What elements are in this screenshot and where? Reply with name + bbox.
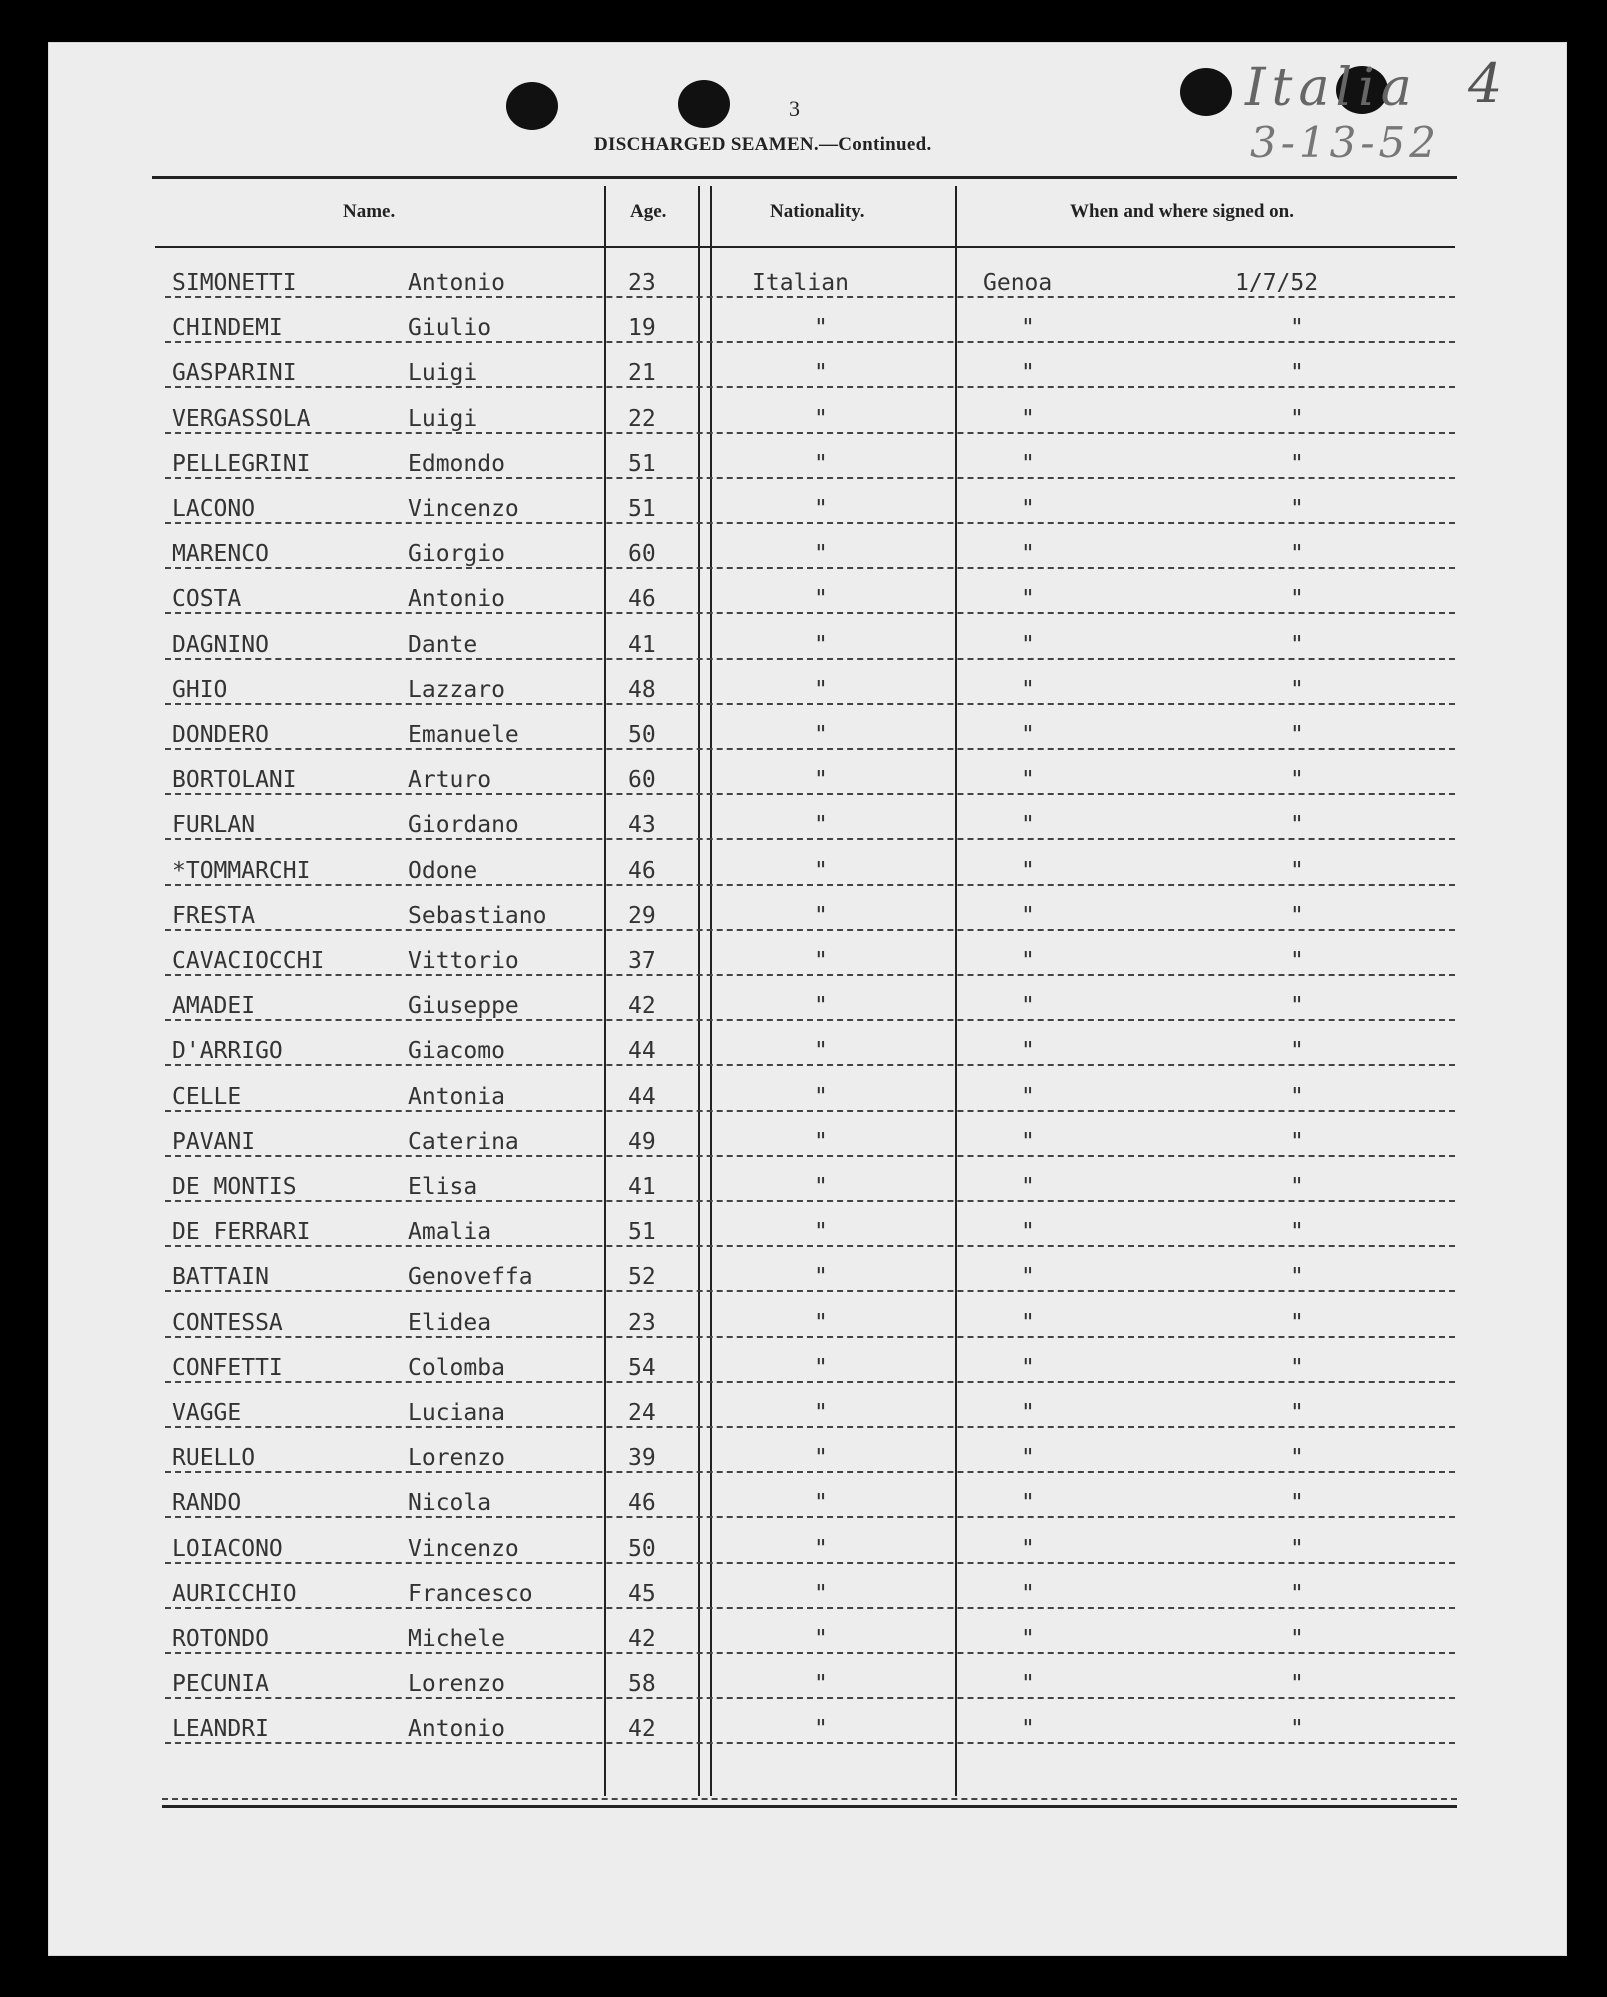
date-cell: " [1290,948,1304,974]
nationality-cell: " [814,1445,828,1472]
port-cell: " [1021,1445,1035,1472]
given-name-cell: Colomba [408,1354,505,1381]
age-cell: 39 [628,1445,656,1472]
date-cell: " [1290,586,1304,613]
age-cell: 42 [628,1626,656,1652]
surname-cell: PAVANI [172,1128,256,1155]
table-row [0,985,1607,1025]
row-dotted-rule [165,1290,1455,1292]
date-cell: " [1290,1400,1304,1426]
surname-cell: CELLE [172,1083,242,1110]
port-cell: " [1021,767,1035,794]
row-dotted-rule [165,1607,1455,1609]
row-dotted-rule [165,1562,1455,1564]
date-cell: " [1290,405,1304,432]
surname-cell: RANDO [172,1490,242,1517]
date-cell: " [1290,496,1304,522]
table-row [0,850,1607,890]
port-cell: " [1021,631,1035,658]
given-name-cell: Antonio [408,586,505,613]
given-name-cell: Luciana [408,1400,505,1426]
row-dotted-rule [165,1652,1455,1654]
date-cell: " [1290,1490,1304,1517]
nationality-cell: " [814,812,828,839]
age-cell: 49 [628,1128,656,1155]
row-dotted-rule [165,974,1455,976]
nationality-cell: " [814,1083,828,1110]
date-cell: " [1290,857,1304,884]
port-cell: " [1021,1174,1035,1200]
port-cell: " [1021,676,1035,703]
nationality-cell: " [814,1400,828,1426]
surname-cell: FRESTA [172,902,256,929]
row-dotted-rule [165,838,1455,840]
given-name-cell: Odone [408,857,478,884]
age-cell: 23 [628,270,656,296]
table-row [0,1347,1607,1387]
nationality-cell: " [814,631,828,658]
given-name-cell: Elisa [408,1174,478,1200]
port-cell: Genoa [983,270,1053,296]
date-cell: " [1290,450,1304,477]
age-cell: 48 [628,676,656,703]
age-cell: 37 [628,948,656,974]
given-name-cell: Luigi [408,405,478,432]
table-row [0,1076,1607,1116]
surname-cell: VAGGE [172,1400,242,1426]
port-cell: " [1021,1400,1035,1426]
nationality-cell: " [814,1580,828,1607]
surname-cell: LACONO [172,496,256,522]
given-name-cell: Francesco [408,1580,533,1607]
given-name-cell: Antonia [408,1083,505,1110]
surname-cell: PECUNIA [172,1671,269,1698]
row-dotted-rule [165,612,1455,614]
age-cell: 45 [628,1580,656,1607]
given-name-cell: Michele [408,1626,505,1652]
row-dotted-rule [165,477,1455,479]
table-row [0,1302,1607,1342]
surname-cell: *TOMMARCHI [172,857,311,884]
table-row [0,669,1607,709]
table-row [0,533,1607,573]
given-name-cell: Giordano [408,812,519,839]
table-row [0,1708,1607,1748]
row-dotted-rule [165,884,1455,886]
row-dotted-rule [165,1200,1455,1202]
row-dotted-rule [165,522,1455,524]
age-cell: 60 [628,541,656,568]
given-name-cell: Luigi [408,360,478,387]
date-cell: " [1290,676,1304,703]
date-cell: " [1290,1535,1304,1562]
given-name-cell: Emanuele [408,722,519,748]
table-row [0,1618,1607,1658]
given-name-cell: Lorenzo [408,1445,505,1472]
age-cell: 44 [628,1083,656,1110]
table-bottom-rule [162,1805,1457,1808]
date-cell: " [1290,631,1304,658]
given-name-cell: Dante [408,631,478,658]
age-cell: 19 [628,315,656,342]
port-cell: " [1021,315,1035,342]
date-cell: " [1290,1716,1304,1743]
port-cell: " [1021,496,1035,522]
surname-cell: LOIACONO [172,1535,283,1562]
table-row [0,1166,1607,1206]
table-row [0,1392,1607,1432]
age-cell: 43 [628,812,656,839]
date-cell: " [1290,1580,1304,1607]
surname-cell: AMADEI [172,993,256,1020]
port-cell: " [1021,1626,1035,1652]
nationality-cell: " [814,450,828,477]
column-header-name: Name. [343,201,396,222]
table-row [0,1256,1607,1296]
nationality-cell: " [814,1716,828,1743]
table-row [0,352,1607,392]
surname-cell: CONFETTI [172,1354,283,1381]
punch-hole [678,80,730,128]
row-dotted-rule [165,793,1455,795]
row-dotted-rule [165,703,1455,705]
table-row [0,1437,1607,1477]
port-cell: " [1021,722,1035,748]
table-row [0,1528,1607,1568]
date-cell: " [1290,722,1304,748]
date-cell: " [1290,993,1304,1020]
date-cell: " [1290,1219,1304,1246]
age-cell: 50 [628,722,656,748]
table-row [0,759,1607,799]
row-dotted-rule [165,1516,1455,1518]
row-dotted-rule [165,341,1455,343]
row-dotted-rule [165,1064,1455,1066]
nationality-cell: " [814,360,828,387]
handwritten-date: 3-13-52 [1250,118,1440,167]
table-row [0,398,1607,438]
header-bottom-rule [155,246,1455,248]
port-cell: " [1021,405,1035,432]
given-name-cell: Antonio [408,270,505,296]
nationality-cell: " [814,1535,828,1562]
age-cell: 44 [628,1038,656,1065]
port-cell: " [1021,1671,1035,1698]
nationality-cell: " [814,676,828,703]
nationality-cell: " [814,948,828,974]
nationality-cell: " [814,541,828,568]
table-row [0,1211,1607,1251]
surname-cell: CHINDEMI [172,315,283,342]
port-cell: " [1021,1535,1035,1562]
table-bottom-dashed-rule [162,1798,1457,1800]
page-title: DISCHARGED SEAMEN.—Continued. [594,134,932,155]
age-cell: 42 [628,1716,656,1743]
surname-cell: GHIO [172,676,228,703]
given-name-cell: Amalia [408,1219,492,1246]
age-cell: 52 [628,1264,656,1291]
given-name-cell: Vincenzo [408,1535,519,1562]
row-dotted-rule [165,1019,1455,1021]
nationality-cell: " [814,993,828,1020]
given-name-cell: Caterina [408,1128,519,1155]
column-header-age: Age. [630,201,667,222]
port-cell: " [1021,993,1035,1020]
row-dotted-rule [165,1471,1455,1473]
table-row [0,307,1607,347]
surname-cell: PELLEGRINI [172,450,311,477]
table-row [0,1573,1607,1613]
port-cell: " [1021,1128,1035,1155]
age-cell: 51 [628,450,656,477]
row-dotted-rule [165,1381,1455,1383]
date-cell: " [1290,1445,1304,1472]
date-cell: " [1290,1354,1304,1381]
surname-cell: DE FERRARI [172,1219,311,1246]
date-cell: " [1290,767,1304,794]
date-cell: " [1290,1083,1304,1110]
table-row [0,578,1607,618]
row-dotted-rule [165,658,1455,660]
given-name-cell: Arturo [408,767,492,794]
date-cell: " [1290,1309,1304,1336]
port-cell: " [1021,360,1035,387]
surname-cell: AURICCHIO [172,1580,297,1607]
column-header-nationality: Nationality. [770,201,865,222]
nationality-cell: " [814,1309,828,1336]
surname-cell: BORTOLANI [172,767,297,794]
date-cell: " [1290,1671,1304,1698]
surname-cell: RUELLO [172,1445,256,1472]
nationality-cell: " [814,1671,828,1698]
port-cell: " [1021,586,1035,613]
nationality-cell: " [814,1128,828,1155]
handwritten-number: 4 [1468,52,1503,115]
port-cell: " [1021,1716,1035,1743]
date-cell: " [1290,1038,1304,1065]
age-cell: 54 [628,1354,656,1381]
row-dotted-rule [165,929,1455,931]
given-name-cell: Vincenzo [408,496,519,522]
nationality-cell: " [814,1354,828,1381]
age-cell: 46 [628,586,656,613]
table-row [0,1482,1607,1522]
surname-cell: VERGASSOLA [172,405,311,432]
table-row [0,940,1607,980]
column-header-signed-on: When and where signed on. [1070,201,1295,222]
surname-cell: COSTA [172,586,242,613]
given-name-cell: Genoveffa [408,1264,533,1291]
surname-cell: DONDERO [172,722,269,748]
date-cell: " [1290,902,1304,929]
nationality-cell: " [814,902,828,929]
nationality-cell: " [814,857,828,884]
surname-cell: DAGNINO [172,631,269,658]
date-cell: " [1290,360,1304,387]
age-cell: 46 [628,857,656,884]
age-cell: 42 [628,993,656,1020]
port-cell: " [1021,948,1035,974]
row-dotted-rule [165,1155,1455,1157]
row-dotted-rule [165,1245,1455,1247]
given-name-cell: Giuseppe [408,993,519,1020]
nationality-cell: " [814,1264,828,1291]
date-cell: " [1290,1174,1304,1200]
row-dotted-rule [165,1336,1455,1338]
punch-hole [506,82,558,130]
given-name-cell: Edmondo [408,450,505,477]
age-cell: 29 [628,902,656,929]
port-cell: " [1021,1580,1035,1607]
row-dotted-rule [165,567,1455,569]
port-cell: " [1021,450,1035,477]
nationality-cell: " [814,1038,828,1065]
age-cell: 46 [628,1490,656,1517]
date-cell: " [1290,541,1304,568]
surname-cell: SIMONETTI [172,270,297,296]
table-row [0,804,1607,844]
punch-hole [1180,68,1232,116]
given-name-cell: Elidea [408,1309,492,1336]
port-cell: " [1021,1083,1035,1110]
nationality-cell: " [814,405,828,432]
age-cell: 51 [628,1219,656,1246]
row-dotted-rule [165,296,1455,298]
table-top-rule [152,176,1457,179]
row-dotted-rule [165,1110,1455,1112]
age-cell: 24 [628,1400,656,1426]
age-cell: 41 [628,1174,656,1200]
nationality-cell: " [814,1219,828,1246]
handwritten-label: Italia [1245,58,1418,118]
nationality-cell: " [814,1626,828,1652]
nationality-cell: " [814,767,828,794]
date-cell: " [1290,1128,1304,1155]
port-cell: " [1021,1219,1035,1246]
port-cell: " [1021,1038,1035,1065]
age-cell: 58 [628,1671,656,1698]
table-row [0,714,1607,754]
date-cell: " [1290,1264,1304,1291]
table-row [0,624,1607,664]
age-cell: 22 [628,405,656,432]
surname-cell: BATTAIN [172,1264,269,1291]
port-cell: " [1021,1264,1035,1291]
row-dotted-rule [165,432,1455,434]
given-name-cell: Giacomo [408,1038,505,1065]
nationality-cell: " [814,1174,828,1200]
given-name-cell: Giorgio [408,541,505,568]
age-cell: 21 [628,360,656,387]
surname-cell: FURLAN [172,812,256,839]
page-number: 3 [789,96,800,121]
surname-cell: DE MONTIS [172,1174,297,1200]
row-dotted-rule [165,1426,1455,1428]
date-cell: 1/7/52 [1235,270,1319,296]
given-name-cell: Sebastiano [408,902,547,929]
surname-cell: GASPARINI [172,360,297,387]
given-name-cell: Giulio [408,315,492,342]
port-cell: " [1021,1490,1035,1517]
port-cell: " [1021,812,1035,839]
nationality-cell: Italian [752,270,849,296]
nationality-cell: " [814,1490,828,1517]
age-cell: 50 [628,1535,656,1562]
nationality-cell: " [814,496,828,522]
age-cell: 23 [628,1309,656,1336]
row-dotted-rule [165,386,1455,388]
table-row [0,1030,1607,1070]
surname-cell: MARENCO [172,541,269,568]
port-cell: " [1021,541,1035,568]
surname-cell: D'ARRIGO [172,1038,283,1065]
table-row [0,1663,1607,1703]
table-row [0,488,1607,528]
date-cell: " [1290,1626,1304,1652]
surname-cell: CONTESSA [172,1309,283,1336]
surname-cell: CAVACIOCCHI [172,948,325,974]
nationality-cell: " [814,315,828,342]
row-dotted-rule [165,1697,1455,1699]
age-cell: 41 [628,631,656,658]
given-name-cell: Vittorio [408,948,519,974]
port-cell: " [1021,902,1035,929]
given-name-cell: Nicola [408,1490,492,1517]
age-cell: 51 [628,496,656,522]
date-cell: " [1290,315,1304,342]
given-name-cell: Antonio [408,1716,505,1743]
table-row [0,443,1607,483]
row-dotted-rule [165,1742,1455,1744]
nationality-cell: " [814,586,828,613]
date-cell: " [1290,812,1304,839]
nationality-cell: " [814,722,828,748]
port-cell: " [1021,1309,1035,1336]
table-row [0,1121,1607,1161]
row-dotted-rule [165,748,1455,750]
given-name-cell: Lorenzo [408,1671,505,1698]
age-cell: 60 [628,767,656,794]
surname-cell: ROTONDO [172,1626,269,1652]
given-name-cell: Lazzaro [408,676,505,703]
surname-cell: LEANDRI [172,1716,269,1743]
table-row [0,262,1607,302]
port-cell: " [1021,857,1035,884]
table-row [0,895,1607,935]
port-cell: " [1021,1354,1035,1381]
